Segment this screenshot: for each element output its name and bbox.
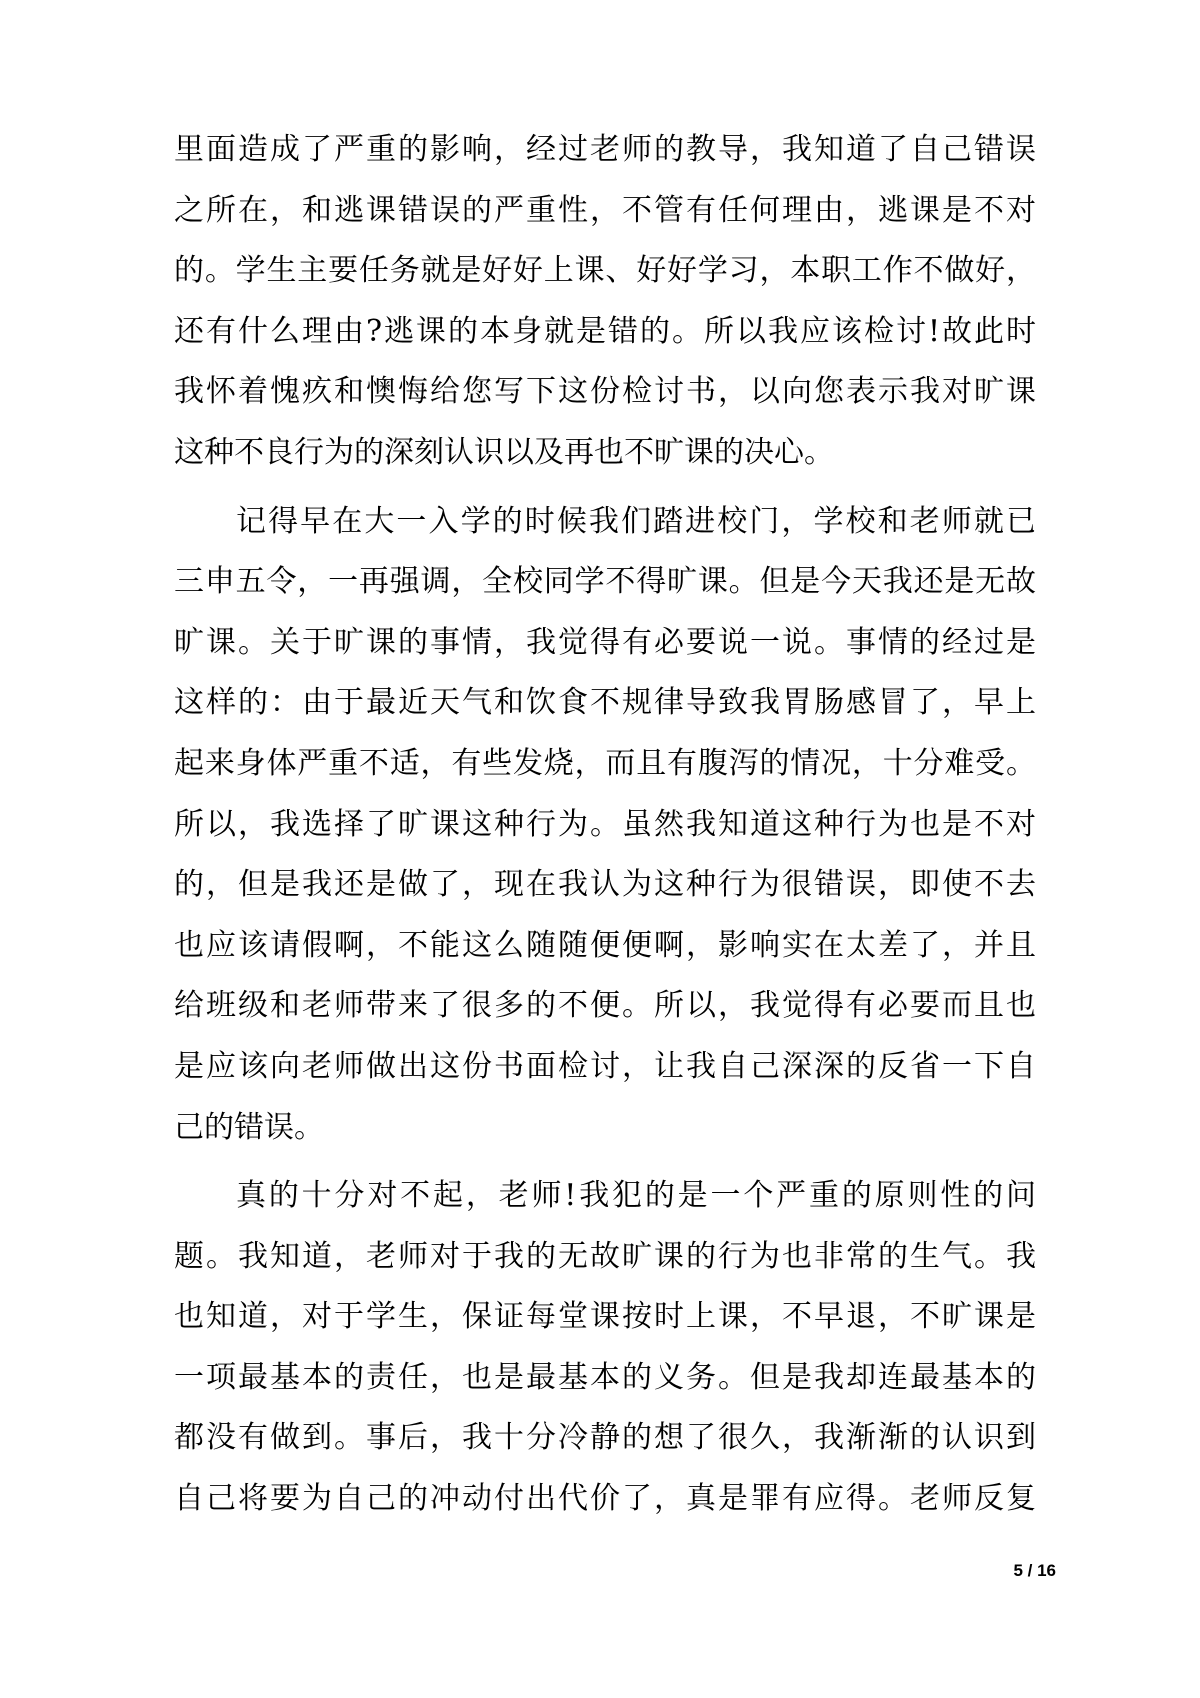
text-line: 记得早在大一入学的时候我们踏进校门，学校和老师就已 [236, 503, 1036, 539]
text-line: 所以，我选择了旷课这种行为。虽然我知道这种行为也是不对 [174, 806, 1036, 842]
page-number: 5 / 16 [1013, 1561, 1056, 1580]
text-line: 自己将要为自己的冲动付出代价了，真是罪有应得。老师反复 [174, 1481, 1036, 1517]
text-line: 起来身体严重不适，有些发烧，而且有腹泻的情况，十分难受。 [174, 745, 1036, 781]
text-line: 己的错误。 [174, 1109, 324, 1145]
text-line: 也应该请假啊，不能这么随随便便啊，影响实在太差了，并且 [174, 927, 1036, 963]
text-line: 里面造成了严重的影响，经过老师的教导，我知道了自己错误 [174, 132, 1036, 167]
text-line: 给班级和老师带来了很多的不便。所以，我觉得有必要而且也 [174, 988, 1036, 1024]
text-line: 真的十分对不起，老师!我犯的是一个严重的原则性的问 [236, 1178, 1036, 1214]
paragraph-3 [174, 1166, 1036, 1530]
text-line: 也知道，对于学生，保证每堂课按时上课，不早退，不旷课是 [174, 1299, 1036, 1335]
paragraph-gap [174, 1158, 1036, 1166]
text-line: 我怀着愧疚和懊悔给您写下这份检讨书，以向您表示我对旷课 [174, 374, 1036, 410]
text-line: 是应该向老师做出这份书面检讨，让我自己深深的反省一下自 [174, 1048, 1036, 1084]
text-line: 这样的：由于最近天气和饮食不规律导致我胃肠感冒了，早上 [174, 685, 1036, 721]
text-line: 题。我知道，老师对于我的无故旷课的行为也非常的生气。我 [174, 1238, 1036, 1274]
text-line: 三申五令，一再强调，全校同学不得旷课。但是今天我还是无故 [174, 564, 1036, 600]
paragraph-gap [174, 484, 1036, 492]
text-line: 还有什么理由?逃课的本身就是错的。所以我应该检讨!故此时 [174, 313, 1036, 349]
text-line: 的，但是我还是做了，现在我认为这种行为很错误，即使不去 [174, 867, 1036, 903]
text-line: 之所在，和逃课错误的严重性，不管有任何理由，逃课是不对 [174, 192, 1036, 228]
text-line: 都没有做到。事后，我十分冷静的想了很久，我渐渐的认识到 [174, 1420, 1036, 1456]
paragraph-1 [174, 120, 1036, 484]
text-line: 这种不良行为的深刻认识以及再也不旷课的决心。 [174, 434, 834, 470]
text-line: 旷课。关于旷课的事情，我觉得有必要说一说。事情的经过是 [174, 624, 1036, 660]
document-body [174, 120, 1036, 1530]
text-line: 的。学生主要任务就是好好上课、好好学习，本职工作不做好， [174, 253, 1036, 289]
text-line: 一项最基本的责任，也是最基本的义务。但是我却连最基本的 [174, 1359, 1036, 1395]
paragraph-2 [174, 492, 1036, 1159]
